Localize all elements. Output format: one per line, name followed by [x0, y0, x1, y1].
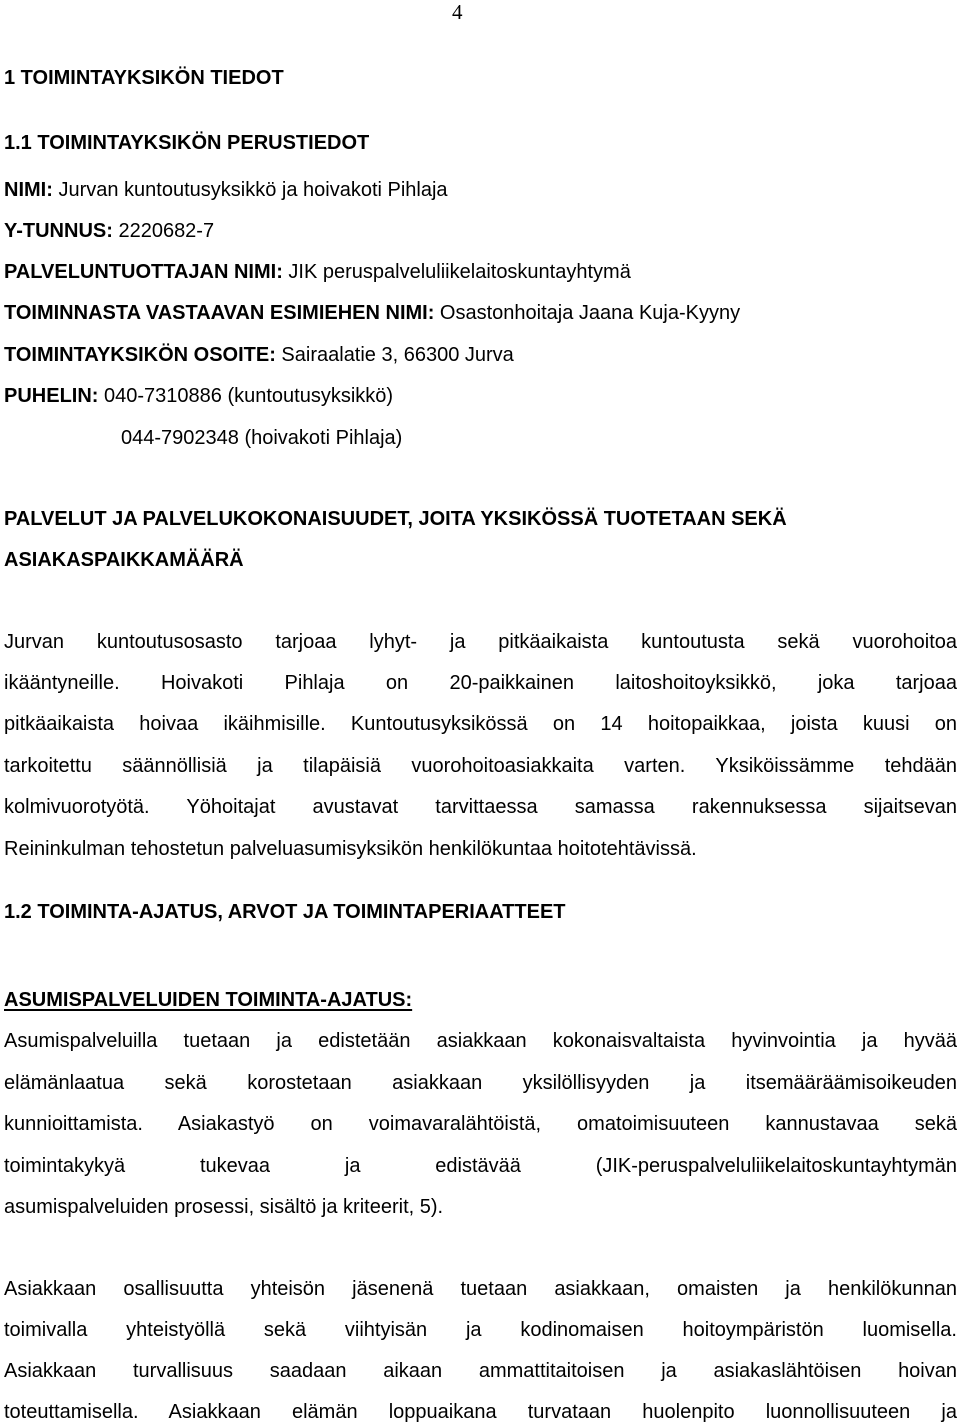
- info-esimies: [4, 301, 740, 325]
- info-value: Sairaalatie 3, 66300 Jurva: [275, 344, 514, 366]
- info-label: PALVELUNTUOTTAJAN NIMI:: [4, 261, 283, 283]
- info-value: Jurvan kuntoutusyksikkö ja hoivakoti Pihlaja: [52, 179, 448, 201]
- paragraph-line: kunnioittamista. Asiakastyö on voimavaralähtöistä, omatoimisuuteen kannustavaa sekä: [4, 1113, 957, 1135]
- heading-palvelut-line1: PALVELUT JA PALVELUKOKONAISUUDET, JOITA YKSIKÖSSÄ TUOTETAAN SEKÄ: [4, 508, 787, 530]
- info-label: TOIMINNASTA VASTAAVAN ESIMIEHEN NIMI:: [4, 302, 435, 324]
- paragraph-line: toteuttamisella. Asiakkaan elämän loppuaikana turvataan huolenpito luonnollisuuteen ja: [4, 1401, 957, 1423]
- heading-palvelut-line2: ASIAKASPAIKKAMÄÄRÄ: [4, 549, 244, 571]
- info-label: TOIMINTAYKSIKÖN OSOITE:: [4, 344, 276, 366]
- paragraph-line: Asiakkaan turvallisuus saadaan aikaan ammattitaitoisen ja asiakaslähtöisen hoivan: [4, 1360, 957, 1382]
- info-label: PUHELIN:: [4, 385, 99, 407]
- info-nimi: [4, 178, 448, 202]
- heading-perustiedot: 1.1 TOIMINTAYKSIKÖN PERUSTIEDOT: [4, 132, 370, 154]
- paragraph-line: toimintakykyä tukevaa ja edistävää (JIK-peruspalveluliikelaitoskuntayhtymän: [4, 1155, 957, 1177]
- paragraph-line: Jurvan kuntoutusosasto tarjoaa lyhyt- ja pitkäaikaista kuntoutusta sekä vuorohoitoa: [4, 631, 957, 653]
- heading-toimintayksikon-tiedot: 1 TOIMINTAYKSIKÖN TIEDOT: [4, 67, 284, 89]
- info-ytunnus: [4, 219, 214, 243]
- paragraph-line: Reininkulman tehostetun palveluasumisyksikön henkilökuntaa hoitotehtävissä.: [4, 838, 697, 860]
- paragraph-line: Asiakkaan osallisuutta yhteisön jäsenenä tuetaan asiakkaan, omaisten ja henkilökunnan: [4, 1278, 957, 1300]
- info-value: 2220682-7: [112, 220, 215, 242]
- paragraph-line: elämänlaatua sekä korostetaan asiakkaan yksilöllisyyden ja itsemääräämisoikeuden: [4, 1072, 957, 1094]
- info-osoite: [4, 343, 514, 367]
- paragraph-line: tarkoitettu säännöllisiä ja tilapäisiä vuorohoitoasiakkaita varten. Yksiköissämme tehdään: [4, 755, 957, 777]
- paragraph-line: Asumispalveluilla tuetaan ja edistetään asiakkaan kokonaisvaltaista hyvinvointia ja hyvää: [4, 1030, 957, 1052]
- info-value: Osastonhoitaja Jaana Kuja-Kyyny: [434, 302, 741, 324]
- paragraph-line: toimivalla yhteistyöllä sekä viihtyisän ja kodinomaisen hoitoympäristön luomisella.: [4, 1319, 957, 1341]
- heading-toiminta-ajatus: 1.2 TOIMINTA-AJATUS, ARVOT JA TOIMINTAPERIAATTEET: [4, 901, 566, 923]
- info-label: NIMI:: [4, 179, 53, 201]
- paragraph-line: asumispalveluiden prosessi, sisältö ja kriteerit, 5).: [4, 1196, 444, 1218]
- subheading-asumispalvelut: ASUMISPALVELUIDEN TOIMINTA-AJATUS:: [4, 989, 413, 1011]
- paragraph-line: pitkäaikaista hoivaa ikäihmisille. Kuntoutusyksikössä on 14 hoitopaikkaa, joista kuusi on: [4, 713, 957, 735]
- info-puhelin-2: 044-7902348 (hoivakoti Pihlaja): [121, 427, 403, 449]
- paragraph-line: ikääntyneille. Hoivakoti Pihlaja on 20-paikkainen laitoshoitoyksikkö, joka tarjoaa: [4, 672, 957, 694]
- info-value: JIK peruspalveluliikelaitoskuntayhtymä: [282, 261, 631, 283]
- info-puhelin: [4, 384, 393, 408]
- info-palveluntuottaja: [4, 260, 631, 284]
- page-number: 4: [452, 0, 463, 24]
- paragraph-line: kolmivuorotyötä. Yöhoitajat avustavat tarvittaessa samassa rakennuksessa sijaitsevan: [4, 796, 957, 818]
- info-label: Y-TUNNUS:: [4, 220, 113, 242]
- info-value: 040-7310886 (kuntoutusyksikkö): [98, 385, 394, 407]
